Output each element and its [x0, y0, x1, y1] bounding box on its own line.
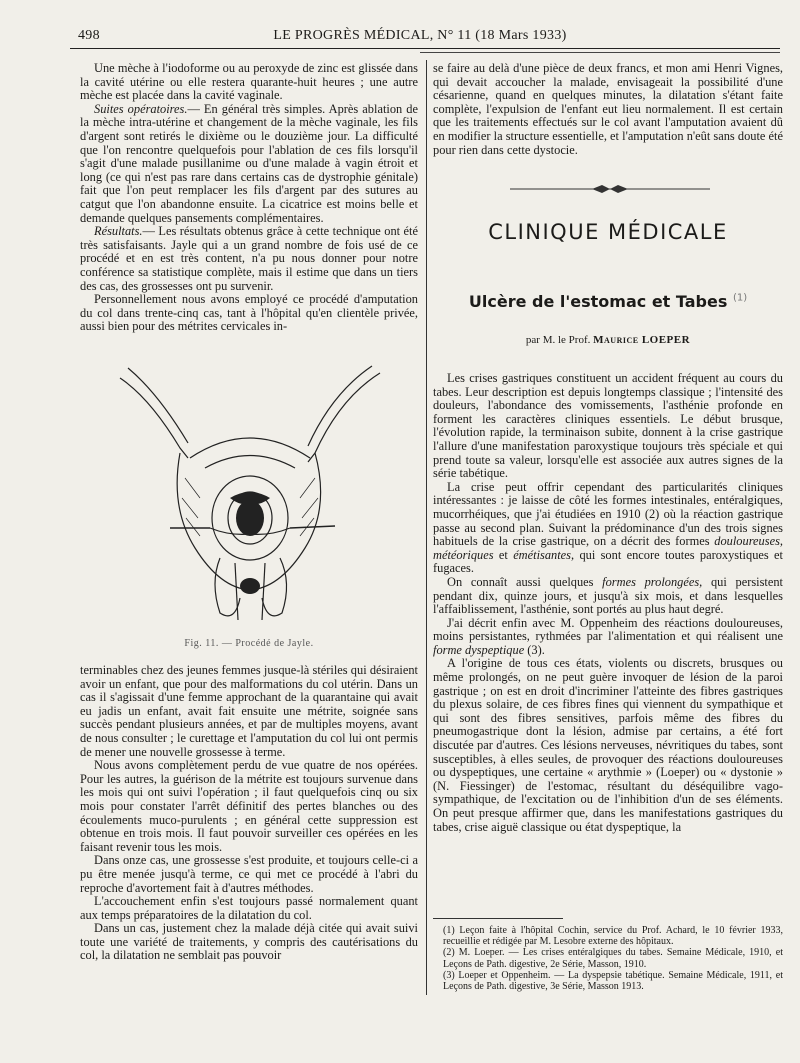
header-rule [70, 48, 780, 49]
paragraph: Personnellement nous avons employé ce procédé d'amputation du col dans trente-cinq cas, tant à l'hôpital qu'en clientèle privée, aussi bien pour des métrites cervicales in- [80, 292, 418, 334]
right-column-bottom [433, 372, 783, 834]
paragraph: La crise peut offrir cependant des particularités cliniques intéressantes : je laisse de côté les formes intestinales, entéralgiques, mucorrhéiques, que j'ai étudiées en 1910 (2) où la réaction gastrique passe au second plan. Suivant la prédominance d'un des trois signes habituels de la crise gastrique, on a décrit des formes douloureuses, météoriques et émétisantes, qui sont encore toutes paroxystiques et fugaces. [433, 479, 783, 576]
column-divider [426, 60, 427, 995]
header-rule-secondary [420, 52, 780, 53]
left-column-bottom [80, 664, 418, 963]
paragraph: Dans un cas, justement chez la malade déjà citée qui avait suivi toute une variété de traitements, y compris des cautérisations du col, la dilatation ne semblait pas pouvoir [80, 921, 418, 963]
paragraph: L'accouchement enfin s'est toujours passé normalement quant aux temps préparatoires de la dilatation du col. [80, 894, 418, 922]
left-column-top [80, 62, 418, 334]
footnote-rule [433, 918, 563, 919]
paragraph: se faire au delà d'une pièce de deux francs, et mon ami Henri Vignes, qui devait accoucher la malade, envisageait la possibilité d'une césarienne, quand en quelques minutes, la dilatation s'étant faite complète, l'expulsion de l'enfant eut lieu normalement. Il est certain que les traitements effectués sur le col avant l'amputation avaient dû en modifier la structure essentielle, et l'amputation n'eût sans doute été pour rien dans cette dystocie. [433, 61, 783, 157]
author-name: Maurice LOEPER [593, 334, 691, 346]
byline-prefix: par M. le Prof. [525, 334, 591, 346]
section-ornament [510, 183, 710, 195]
paragraph: On connaît aussi quelques formes prolongées, qui persistent pendant dix, quinze jours, et jusqu'à six mois, et dans lesquelles l'affaiblissement, l'asthénie, sont portés au plus haut degré. [433, 574, 783, 617]
paragraph-heading: Résultats. [94, 224, 143, 239]
paragraph: A l'origine de tous ces états, violents ou discrets, brusques ou même prolongés, on ne peut guère invoquer de lésion de la paroi gastrique ; on est en droit d'incriminer l'atteinte des fibres gastriques du plexus solaire, de ces fibres fines qui viennent du sympathique et qui sont des fibres sensitives, parfois même des fibres du pneumogastrique dont la lésion, admise par certains, a été fort discutée par d'autres. Ces lésions nerveuses, névritiques du tabes, sont susceptibles, à elles seules, de provoquer des réactions douloureuses ou dyspeptiques, une certaine « arythmie » (Loeper) ou « dystonie » (N. Fiessinger) de l'estomac, résultant du déséquilibre vago-sympathique, de l'excitation ou de l'inhibition d'un de ses éléments. On peut presque affirmer que, dans les manifestations gastriques du tabes, crise aiguë classique ou état dyspeptique, la [433, 656, 783, 834]
paragraph: Dans onze cas, une grossesse s'est produite, et toujours celle-ci a pu être menée jusqu'à terme, ce qui met ce procédé à l'abri du reproche d'avortement fait à d'autres méthodes. [80, 853, 418, 895]
right-column-top [433, 62, 783, 157]
running-head [70, 28, 770, 50]
paragraph-heading: Suites opératoires. [94, 101, 188, 116]
title-footnote-ref: (1) [732, 292, 748, 304]
article-title [433, 292, 783, 311]
footnote: (3) Loeper et Oppenheim. — La dyspepsie tabétique. Semaine Médicale, 1911, et Leçons de Path. digestive, 3e Série, Masson 1913. [443, 969, 783, 993]
paragraph: Les crises gastriques constituent un accident fréquent au cours du tabes. Leur description est depuis longtemps classique ; l'intensité des douleurs, l'abondance des vomissements, l'asthénie profonde en forment les caractères cliniques essentiels. Le début brusque, l'évolution rapide, la terminaison subite, donnent à la crise gastrique l'allure d'une manifestation paroxystique toujours très spéciale et qui prend toute sa valeur, lorsqu'elle est associée aux autres signes de la série tabétique. [433, 371, 783, 481]
footnote: (2) M. Loeper. — Les crises entéralgiques du tabes. Semaine Médicale, 1910, et Leçons de Path. digestive, 2e Série, Masson, 1910. [443, 947, 783, 970]
paragraph: Une mèche à l'iodoforme ou au peroxyde de zinc est glissée dans la cavité utérine ou elle restera quarante-huit heures ; une autre mèche est placée dans la cavité vaginale. [80, 61, 418, 103]
paragraph-text: — En général très simples. Après ablation de la mèche intra-utérine et changement de la mèche vaginale, les fils d'argent sont retirés le dixième ou le douzième jour. La difficulté que l'on rencontre quelquefois pour l'ablation de ces fils lorsqu'il s'agit d'une malade pusillanime ou d'une malade à vagin étroit et long (ce qui n'est pas rare dans certains cas de dystrophie génitale) fait que l'on peut remplacer les fils d'argent par des sutures au catgut que l'on abandonne ensuite. La cicatrice est moins belle et demande quelques pansements complémentaires. [80, 101, 418, 225]
article-title-text: Ulcère de l'estomac et Tabes [468, 292, 728, 311]
journal-title: LE PROGRÈS MÉDICAL, N° 11 (18 Mars 1933) [273, 28, 567, 43]
footnote: (1) Leçon faite à l'hôpital Cochin, service du Prof. Achard, le 10 février 1933, recueillie et rédigée par M. Lesobre externe des hôpitaux. [443, 925, 783, 948]
footnotes [443, 925, 783, 992]
section-title: CLINIQUE MÉDICALE [488, 220, 728, 244]
figure-caption: Fig. 11. — Procédé de Jayle. [184, 638, 314, 649]
page-number: 498 [78, 28, 100, 43]
surgical-illustration [110, 358, 390, 628]
paragraph: Nous avons complètement perdu de vue quatre de nos opérées. Pour les autres, la guérison de la métrite est toujours survenue dans les mois qui ont suivi l'opération ; il faut quelquefois cinq ou six mois pour constater l'arrêt définitif des pertes blanches ou des écoulements muco-purulents ; en général cette suppression est obtenue en trois mois. Il faut pouvoir surveiller ces opérées en les faisant revenir tous les mois. [80, 758, 418, 854]
paragraph-text: — Les résultats obtenus grâce à cette technique ont été très satisfaisants. Jayle qui a un grand nombre de fois usé de ce procédé et en est très content, n'a pu nous donner pour notre conférence sa statistique complète, mais il estime que dans un tiers des cas, des grossesses ont pu survenir. [80, 224, 418, 293]
paragraph [80, 225, 418, 293]
paragraph: terminables chez des jeunes femmes jusque-là stériles qui désiraient avoir un enfant, que pour des malformations du col utérin. Dans un cas il s'agissait d'une femme approchant de la quarantaine qui avait eu jadis un enfant, avait fait ensuite une métrite, soignée sans succès pendant plusieurs années, et par de multiples moyens, avant de nous consulter ; le curettage et l'amputation du col lui ont permis de mener une nouvelle grossesse à terme. [80, 663, 418, 759]
paragraph [80, 103, 418, 225]
byline [433, 334, 783, 346]
paragraph: J'ai décrit enfin avec M. Oppenheim des réactions douloureuses, moins persistantes, rythmées par l'alimentation et qui réalisent une forme dyspeptique (3). [433, 615, 783, 657]
